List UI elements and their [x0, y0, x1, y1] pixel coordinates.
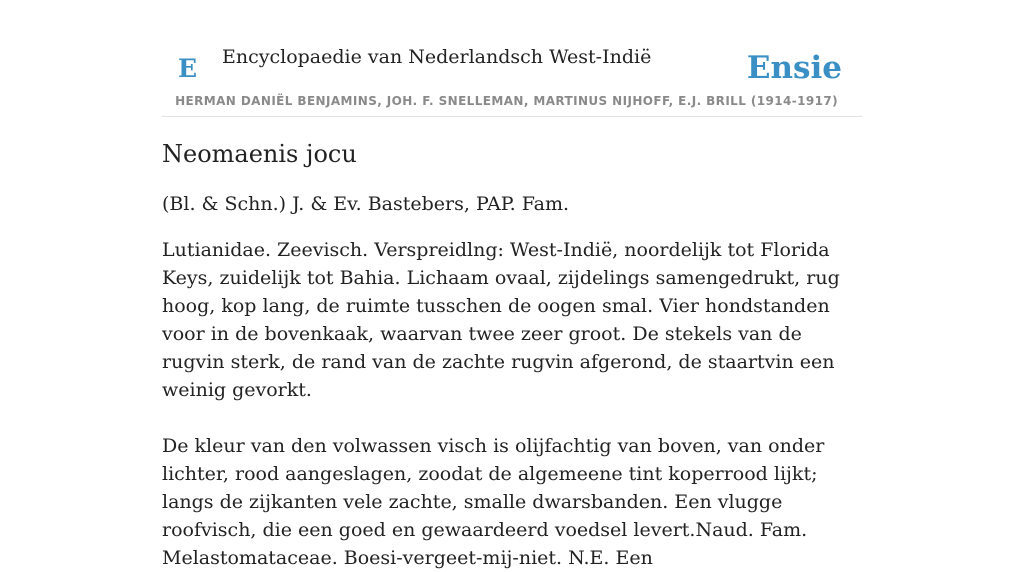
encyclopedia-authors: HERMAN DANIËL BENJAMINS, JOH. F. SNELLEMAN, MARTINUS NIJHOFF, E.J. BRILL (1914-1917) — [175, 94, 838, 108]
entry-content — [162, 138, 862, 572]
entry-paragraph: De kleur van den volwassen visch is olijfachtig van boven, van onder lichter, rood aangeslagen, zoodat de algemeene tint koperrood lijkt; langs de zijkanten vele zachte, smalle dwarsbanden. Een vlugge roofvisch, die een goed en gewaardeerd voedsel levert.Naud. Fam. Melastomataceae. Boesi-vergeet-mij-niet. N.E. Een — [162, 435, 825, 569]
encyclopedia-title[interactable]: Encyclopaedie van Nederlandsch West-Indië — [222, 46, 652, 68]
entry-subtitle: (Bl. & Schn.) J. & Ev. Bastebers, PAP. Fam. — [162, 193, 569, 215]
entry-title: Neomaenis jocu — [162, 140, 357, 168]
ensie-brand-logo[interactable]: Ensie — [746, 50, 842, 86]
encyclopedia-logo[interactable]: E — [178, 54, 198, 83]
entry-paragraph: Lutianidae. Zeevisch. Verspreidlng: West-Indië, noordelijk tot Florida Keys, zuidelijk tot Bahia. Lichaam ovaal, zijdelings samengedrukt, rug hoog, kop lang, de ruimte tusschen de oogen smal. Vier hondstanden voor in de bovenkaak, waarvan twee zeer groot. De stekels van de rugvin sterk, de rand van de zachte rugvin afgerond, de staartvin een weinig gevorkt. — [162, 239, 840, 401]
site-header — [162, 0, 862, 117]
